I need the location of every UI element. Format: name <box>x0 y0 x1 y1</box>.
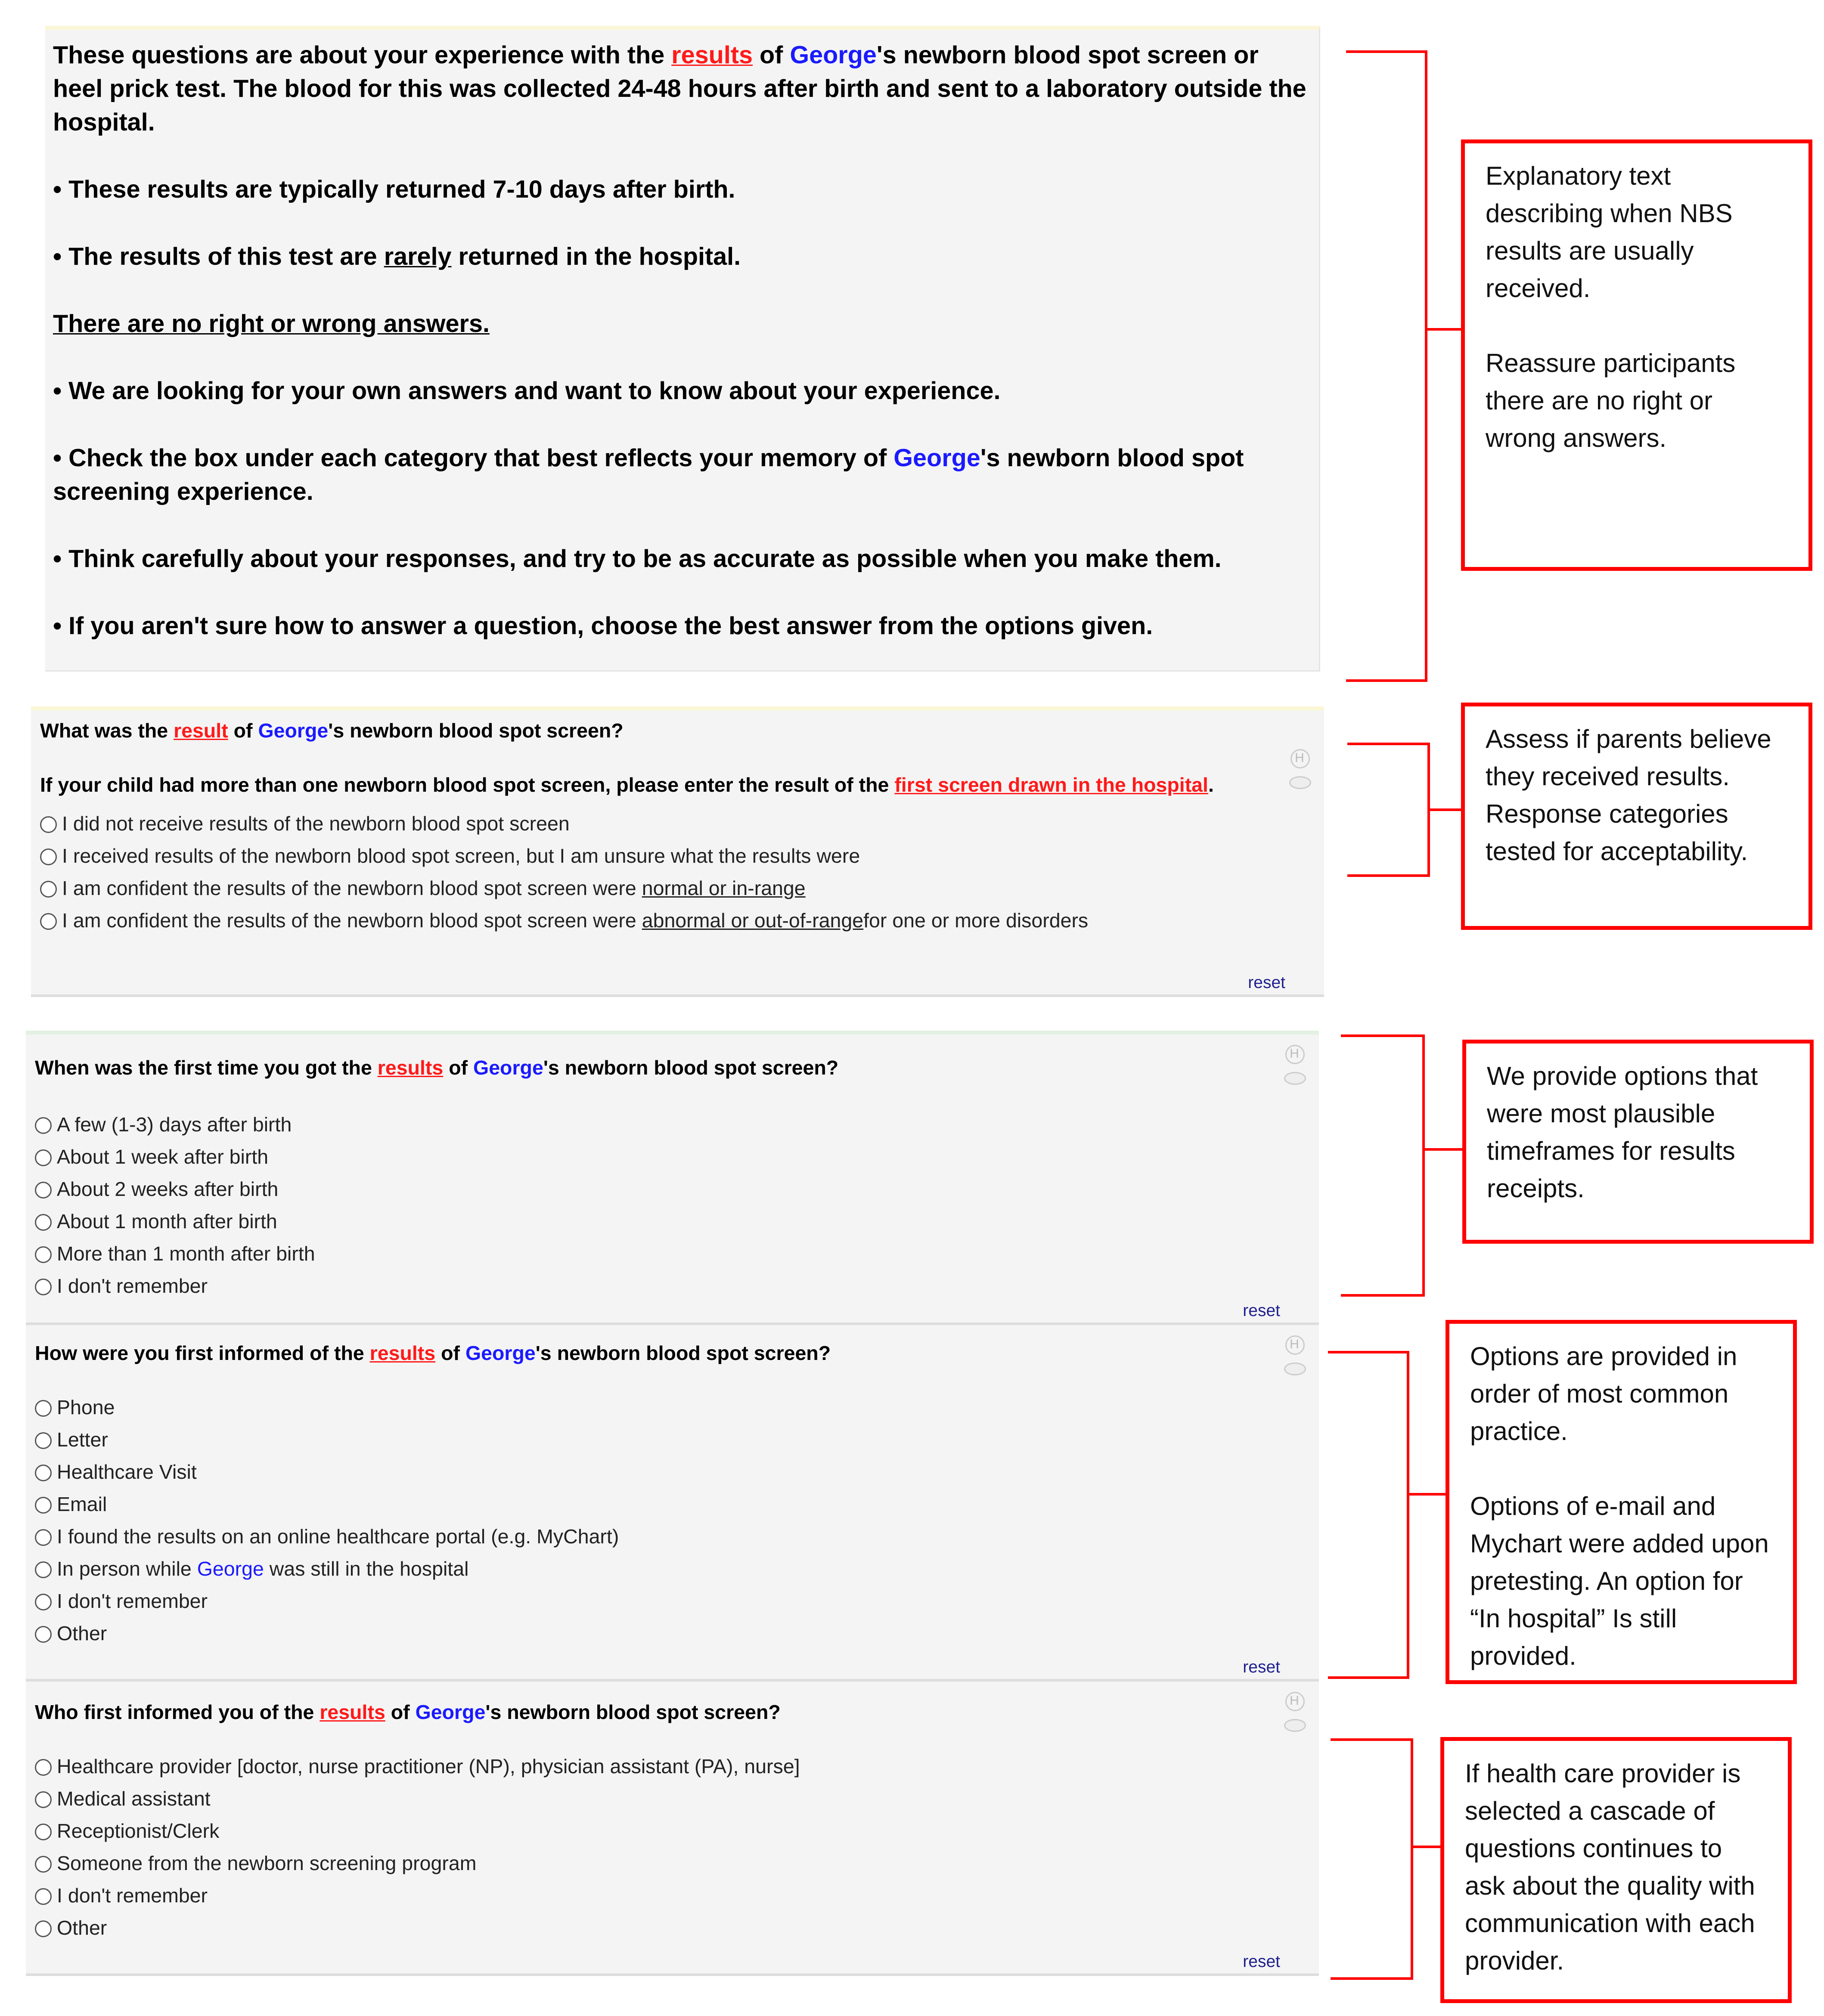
option-label: Receptionist/Clerk <box>57 1820 220 1843</box>
radio-option[interactable] <box>35 1618 1310 1651</box>
text: rarely <box>384 244 452 271</box>
radio-button[interactable] <box>35 1279 52 1295</box>
piped-child-name: George <box>415 1702 486 1724</box>
bullet <box>53 242 1311 275</box>
option-label: Healthcare provider [doctor, nurse practitioner (NP), physician assistant (PA), nurse] <box>57 1756 800 1778</box>
radio-button[interactable] <box>35 1920 52 1937</box>
radio-option[interactable] <box>35 1457 1310 1489</box>
text: . <box>1208 775 1214 797</box>
radio-option[interactable] <box>40 808 1315 841</box>
annotation-text: Options of e-mail and Mychart were added upon pretesting. An option for “In hospital” Is still provided. <box>1470 1493 1769 1671</box>
radio-button[interactable] <box>35 1791 52 1808</box>
option-label: A few (1-3) days after birth <box>57 1114 292 1136</box>
bracket-connector <box>1426 328 1462 331</box>
question-how-informed <box>26 1325 1319 1682</box>
intro-paragraph <box>53 40 1311 141</box>
comment-icon[interactable] <box>1284 1719 1306 1732</box>
text: 's newborn blood spot screening experience. <box>53 446 1244 506</box>
option-label: I don't remember <box>57 1275 208 1298</box>
option-label: Medical assistant <box>57 1788 211 1810</box>
text: 's newborn blood spot screen? <box>328 721 624 743</box>
radio-button[interactable] <box>35 1759 52 1776</box>
option-label: Phone <box>57 1397 115 1419</box>
option-label: About 1 week after birth <box>57 1146 269 1168</box>
radio-option[interactable] <box>35 1174 1310 1206</box>
piped-child-name: George <box>197 1558 264 1580</box>
annotation-q4 <box>1440 1737 1792 2003</box>
option-label: More than 1 month after birth <box>57 1243 315 1265</box>
radio-button[interactable] <box>35 1594 52 1610</box>
text: When was the first time you got the <box>35 1058 378 1080</box>
annotation-text: Assess if parents believe they received results. Response categories tested for acceptability. <box>1486 726 1771 867</box>
comment-icon[interactable] <box>1284 1363 1306 1375</box>
radio-button[interactable] <box>35 1246 52 1263</box>
radio-option[interactable] <box>40 841 1315 873</box>
radio-option[interactable] <box>35 1913 1310 1945</box>
option-label: Healthcare Visit <box>57 1461 197 1483</box>
radio-button[interactable] <box>35 1529 52 1546</box>
radio-option[interactable] <box>35 1554 1310 1586</box>
option-label: I found the results on an online healthcare portal (e.g. MyChart) <box>57 1526 619 1548</box>
text: of <box>385 1702 416 1724</box>
annotation-q3 <box>1446 1320 1797 1684</box>
radio-button[interactable] <box>35 1856 52 1873</box>
piped-results: results <box>320 1702 385 1724</box>
radio-option[interactable] <box>35 1751 1310 1784</box>
piped-child-name: George <box>473 1058 543 1080</box>
radio-option[interactable] <box>40 905 1315 938</box>
radio-button[interactable] <box>35 1182 52 1198</box>
radio-option[interactable] <box>35 1489 1310 1521</box>
question-first-time <box>26 1031 1319 1325</box>
piped-child-name: George <box>790 43 877 70</box>
reset-link[interactable]: reset <box>1243 1951 1280 1971</box>
radio-option[interactable] <box>35 1109 1310 1142</box>
option-label: I don't remember <box>57 1885 208 1907</box>
text: 's newborn blood spot screen? <box>543 1058 839 1080</box>
option-label: About 1 month after birth <box>57 1211 277 1233</box>
option-label-emphasis: abnormal or out-of-range <box>642 910 864 932</box>
bracket <box>1328 1351 1409 1679</box>
reset-link[interactable]: reset <box>1243 1301 1280 1320</box>
reset-link[interactable]: reset <box>1248 972 1285 992</box>
bracket <box>1347 743 1430 877</box>
radio-button[interactable] <box>35 1626 52 1643</box>
piped-result: result <box>174 721 228 743</box>
question-who-informed <box>26 1682 1319 1976</box>
radio-button[interactable] <box>35 1400 52 1417</box>
annotation-text: Explanatory text describing when NBS results are usually received. <box>1486 163 1733 303</box>
bracket-connector <box>1412 1846 1442 1848</box>
text: of <box>435 1343 465 1365</box>
radio-button[interactable] <box>35 1149 52 1166</box>
text: of <box>753 43 790 70</box>
piped-results: results <box>369 1343 436 1365</box>
option-label: Other <box>57 1917 107 1939</box>
radio-button[interactable] <box>35 1888 52 1905</box>
bracket <box>1331 1738 1413 1980</box>
radio-option[interactable] <box>35 1392 1310 1425</box>
text: What was the <box>40 721 174 743</box>
help-icon[interactable]: H <box>1285 1045 1304 1064</box>
help-icon[interactable]: H <box>1285 1692 1304 1711</box>
piped-results: results <box>671 43 753 70</box>
radio-option[interactable] <box>35 1271 1310 1303</box>
text: 's newborn blood spot screen? <box>485 1702 781 1724</box>
radio-button[interactable] <box>40 849 57 865</box>
option-label: I am confident the results of the newborn blood spot screen were <box>62 877 636 900</box>
option-label: I did not receive results of the newborn blood spot screen <box>62 813 570 835</box>
text: of <box>443 1058 474 1080</box>
radio-option[interactable] <box>35 1848 1310 1880</box>
bullet: • These results are typically returned 7-10 days after birth. <box>53 177 735 204</box>
annotation-text: Options are provided in order of most common practice. <box>1470 1343 1737 1446</box>
radio-button[interactable] <box>35 1465 52 1481</box>
intro-panel <box>45 26 1320 672</box>
annotation-text: Reassure participants there are no right or wrong answers. <box>1486 350 1736 453</box>
radio-option[interactable] <box>40 873 1315 905</box>
piped-results: results <box>377 1058 444 1080</box>
text: If your child had more than one newborn blood spot screen, please enter the result of the <box>40 775 895 797</box>
text: • Check the box under each category that best reflects your memory of <box>53 446 894 473</box>
help-icon[interactable]: H <box>1285 1335 1304 1355</box>
text: 's newborn blood spot screen or heel prick test. The blood for this was collected 24-48 hours after birth and sent to a laboratory outside the hospital. <box>53 43 1306 137</box>
radio-button[interactable] <box>35 1824 52 1840</box>
radio-option[interactable] <box>35 1239 1310 1271</box>
radio-button[interactable] <box>40 816 57 833</box>
reset-link[interactable]: reset <box>1243 1657 1280 1676</box>
piped-child-name: George <box>893 446 980 473</box>
radio-button[interactable] <box>35 1432 52 1449</box>
text: first screen drawn in the hospital <box>894 775 1208 797</box>
bullet: • Think carefully about your responses, and try to be as accurate as possible when you make them. <box>53 546 1222 573</box>
bracket-connector <box>1408 1493 1447 1496</box>
radio-button[interactable] <box>35 1117 52 1134</box>
comment-icon[interactable] <box>1284 1072 1306 1085</box>
radio-option[interactable] <box>35 1784 1310 1816</box>
radio-option[interactable] <box>35 1816 1310 1848</box>
comment-icon[interactable] <box>1289 776 1311 789</box>
annotation-q2 <box>1462 1040 1814 1244</box>
radio-option[interactable] <box>35 1425 1310 1457</box>
radio-button[interactable] <box>40 881 57 898</box>
bracket-connector <box>1424 1148 1464 1151</box>
option-label-emphasis: normal or in-range <box>642 877 806 900</box>
question-title <box>40 718 1315 746</box>
option-label: was still in the hospital <box>269 1558 469 1580</box>
option-label: for one or more disorders <box>863 910 1089 932</box>
option-label: I am confident the results of the newborn blood spot screen were <box>62 910 636 932</box>
bracket <box>1346 50 1427 682</box>
annotation-text: We provide options that were most plausible timeframes for results receipts. <box>1487 1063 1758 1204</box>
question-title <box>35 1055 1310 1084</box>
option-label: In person while <box>57 1558 192 1580</box>
text: • The results of this test are <box>53 244 384 271</box>
annotation-intro <box>1461 139 1812 571</box>
help-icon[interactable]: H <box>1290 749 1309 768</box>
text: 's newborn blood spot screen? <box>535 1343 831 1365</box>
radio-button[interactable] <box>35 1497 52 1514</box>
option-label: Someone from the newborn screening program <box>57 1852 477 1875</box>
bracket <box>1341 1034 1425 1297</box>
question-result <box>31 706 1324 997</box>
piped-child-name: George <box>465 1343 536 1365</box>
no-right-wrong-heading: There are no right or wrong answers. <box>53 311 490 338</box>
radio-option[interactable] <box>35 1142 1310 1174</box>
option-label: About 2 weeks after birth <box>57 1178 279 1201</box>
annotation-q1 <box>1461 703 1812 930</box>
text: returned in the hospital. <box>451 244 741 271</box>
text: Who first informed you of the <box>35 1702 320 1724</box>
question-note <box>40 772 1250 801</box>
radio-option[interactable] <box>35 1521 1310 1554</box>
radio-button[interactable] <box>35 1561 52 1578</box>
bracket-connector <box>1429 808 1462 811</box>
bullet: • We are looking for your own answers and want to know about your experience. <box>53 378 1001 406</box>
radio-option[interactable] <box>35 1586 1310 1618</box>
radio-button[interactable] <box>40 913 57 930</box>
radio-button[interactable] <box>35 1214 52 1231</box>
option-label: Email <box>57 1493 107 1516</box>
radio-option[interactable] <box>35 1880 1310 1913</box>
text: How were you first informed of the <box>35 1343 370 1365</box>
bullet: • If you aren't sure how to answer a question, choose the best answer from the options given. <box>53 613 1153 641</box>
option-label: Other <box>57 1623 107 1645</box>
question-title <box>35 1700 1310 1728</box>
option-label: Letter <box>57 1429 108 1451</box>
option-label: I received results of the newborn blood spot screen, but I am unsure what the results were <box>62 845 860 867</box>
text: These questions are about your experience with the <box>53 43 672 70</box>
question-title <box>35 1341 1310 1369</box>
radio-option[interactable] <box>35 1206 1310 1239</box>
piped-child-name: George <box>258 721 329 743</box>
option-label: I don't remember <box>57 1590 208 1613</box>
annotation-text: If health care provider is selected a cascade of questions continues to ask about the quality with communication with each provider. <box>1465 1760 1755 1976</box>
text: of <box>228 721 258 743</box>
bullet <box>53 443 1311 510</box>
